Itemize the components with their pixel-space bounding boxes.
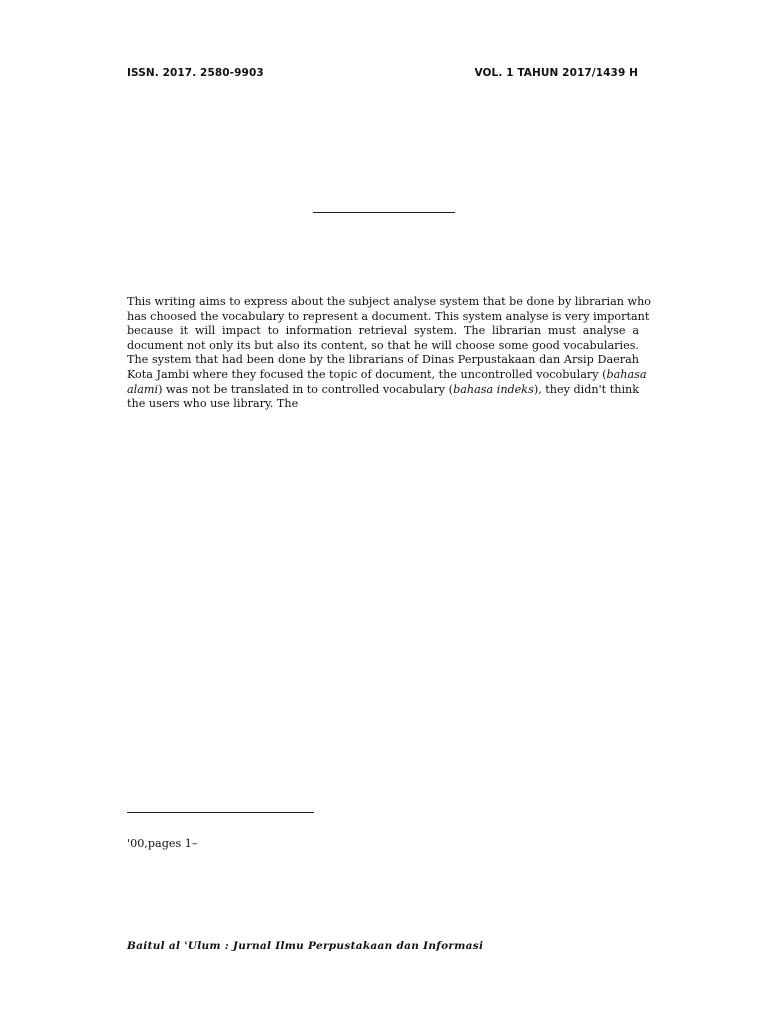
abstract-italic-term: alami bbox=[127, 382, 159, 396]
abstract-line bbox=[127, 339, 639, 354]
footnote-divider bbox=[127, 812, 314, 813]
title-underline bbox=[313, 212, 455, 213]
abstract-line bbox=[127, 367, 647, 383]
abstract-text: ), they didn't think bbox=[533, 382, 640, 396]
abstract-text: document not only its but also its content, so that he will choose some good vocabularies. bbox=[127, 338, 639, 352]
footnote-text: '00,pages 1– bbox=[127, 837, 198, 850]
abstract-italic-term: bahasa bbox=[606, 367, 647, 381]
abstract-line bbox=[127, 353, 639, 368]
abstract-text: because it will impact to information retrieval system. The librarian must analyse a bbox=[127, 324, 639, 338]
abstract-line bbox=[127, 309, 650, 325]
abstract-paragraph bbox=[127, 295, 652, 412]
journal-footer: Baitul al 'Ulum : Jurnal Ilmu Perpustakaan dan Informasi bbox=[127, 940, 484, 952]
abstract-line bbox=[127, 295, 652, 310]
abstract-text: ) was not be translated in to controlled vocabulary ( bbox=[158, 382, 454, 396]
abstract-text: has choosed the vocabulary to represent a document. This system analyse is very important bbox=[127, 309, 650, 323]
abstract-line bbox=[127, 383, 639, 398]
issn-header: ISSN. 2017. 2580-9903 bbox=[127, 67, 264, 79]
abstract-text: Kota Jambi where they focused the topic of document, the uncontrolled vocobulary ( bbox=[127, 367, 607, 381]
abstract-italic-term: bahasa indeks bbox=[453, 382, 534, 396]
abstract-text: This writing aims to express about the subject analyse system that be done by librarian who bbox=[127, 295, 652, 308]
abstract-line bbox=[127, 324, 639, 339]
abstract-text: the users who use library. The bbox=[127, 397, 299, 411]
abstract-text: The system that had been done by the librarians of Dinas Perpustakaan dan Arsip Daerah bbox=[127, 353, 639, 367]
volume-header: VOL. 1 TAHUN 2017/1439 H bbox=[474, 67, 638, 79]
abstract-line bbox=[127, 397, 639, 412]
